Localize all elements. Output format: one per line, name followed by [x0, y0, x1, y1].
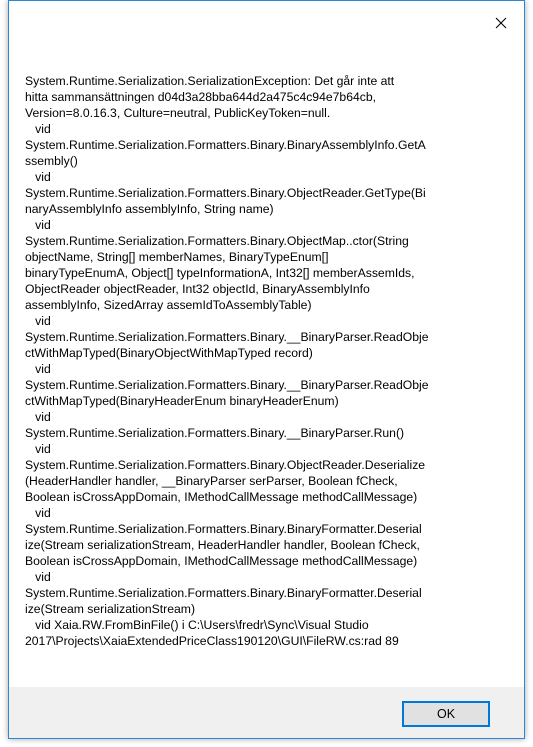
exception-message: System.Runtime.Serialization.SerializationException: Det går inte att hitta sammansättningen d04d3a28bba644d2a475c4c94e7b64cb, Version=8.0.16.3, Culture=neutral, PublicKeyToken=null. vid System.Runtime.Serialization.Formatters.Binary.BinaryAssemblyInfo.GetA ssembly() vid System.Runtime.Serialization.Formatters.Binary.ObjectReader.GetType(Bi naryAssemblyInfo assemblyInfo, String name) vid System.Runtime.Serialization.Formatters.Binary.ObjectMap..ctor(String objectName, String[] memberNames, BinaryTypeEnum[] binaryTypeEnumA, Object[] typeInformationA, Int32[] memberAssemIds, ObjectReader objectReader, Int32 objectId, BinaryAssemblyInfo assemblyInfo, SizedArray assemIdToAssemblyTable) vid System.Runtime.Serialization.Formatters.Binary.__BinaryParser.ReadObje ctWithMapTyped(BinaryObjectWithMapTyped record) vid System.Runtime.Serialization.Formatters.Binary.__BinaryParser.ReadObje ctWithMapTyped(BinaryHeaderEnum binaryHeaderEnum) vid System.Runtime.Serialization.Formatters.Binary.__BinaryParser.Run() vid System.Runtime.Serialization.Formatters.Binary.ObjectReader.Deserialize (HeaderHandler handler, __BinaryParser serParser, Boolean fCheck, Boolean isCrossAppDomain, IMethodCallMessage methodCallMessage) vid System.Runtime.Serialization.Formatters.Binary.BinaryFormatter.Deserial ize(Stream serializationStream, HeaderHandler handler, Boolean fCheck, Boolean isCrossAppDomain, IMethodCallMessage methodCallMessage) vid System.Runtime.Serialization.Formatters.Binary.BinaryFormatter.Deserial ize(Stream serializationStream) vid Xaia.RW.FromBinFile() i C:\Users\fredr\Sync\Visual Studio 2017\Projects\XaiaExtendedPriceClass190120\GUI\FileRW.cs:rad 89: [25, 74, 429, 648]
ok-button[interactable]: OK: [402, 701, 490, 727]
title-bar[interactable]: [9, 1, 524, 45]
button-bar: [9, 687, 524, 738]
close-button[interactable]: [478, 1, 524, 45]
dialog-content: [9, 45, 524, 688]
error-dialog: [8, 0, 525, 739]
close-icon: [495, 17, 507, 29]
